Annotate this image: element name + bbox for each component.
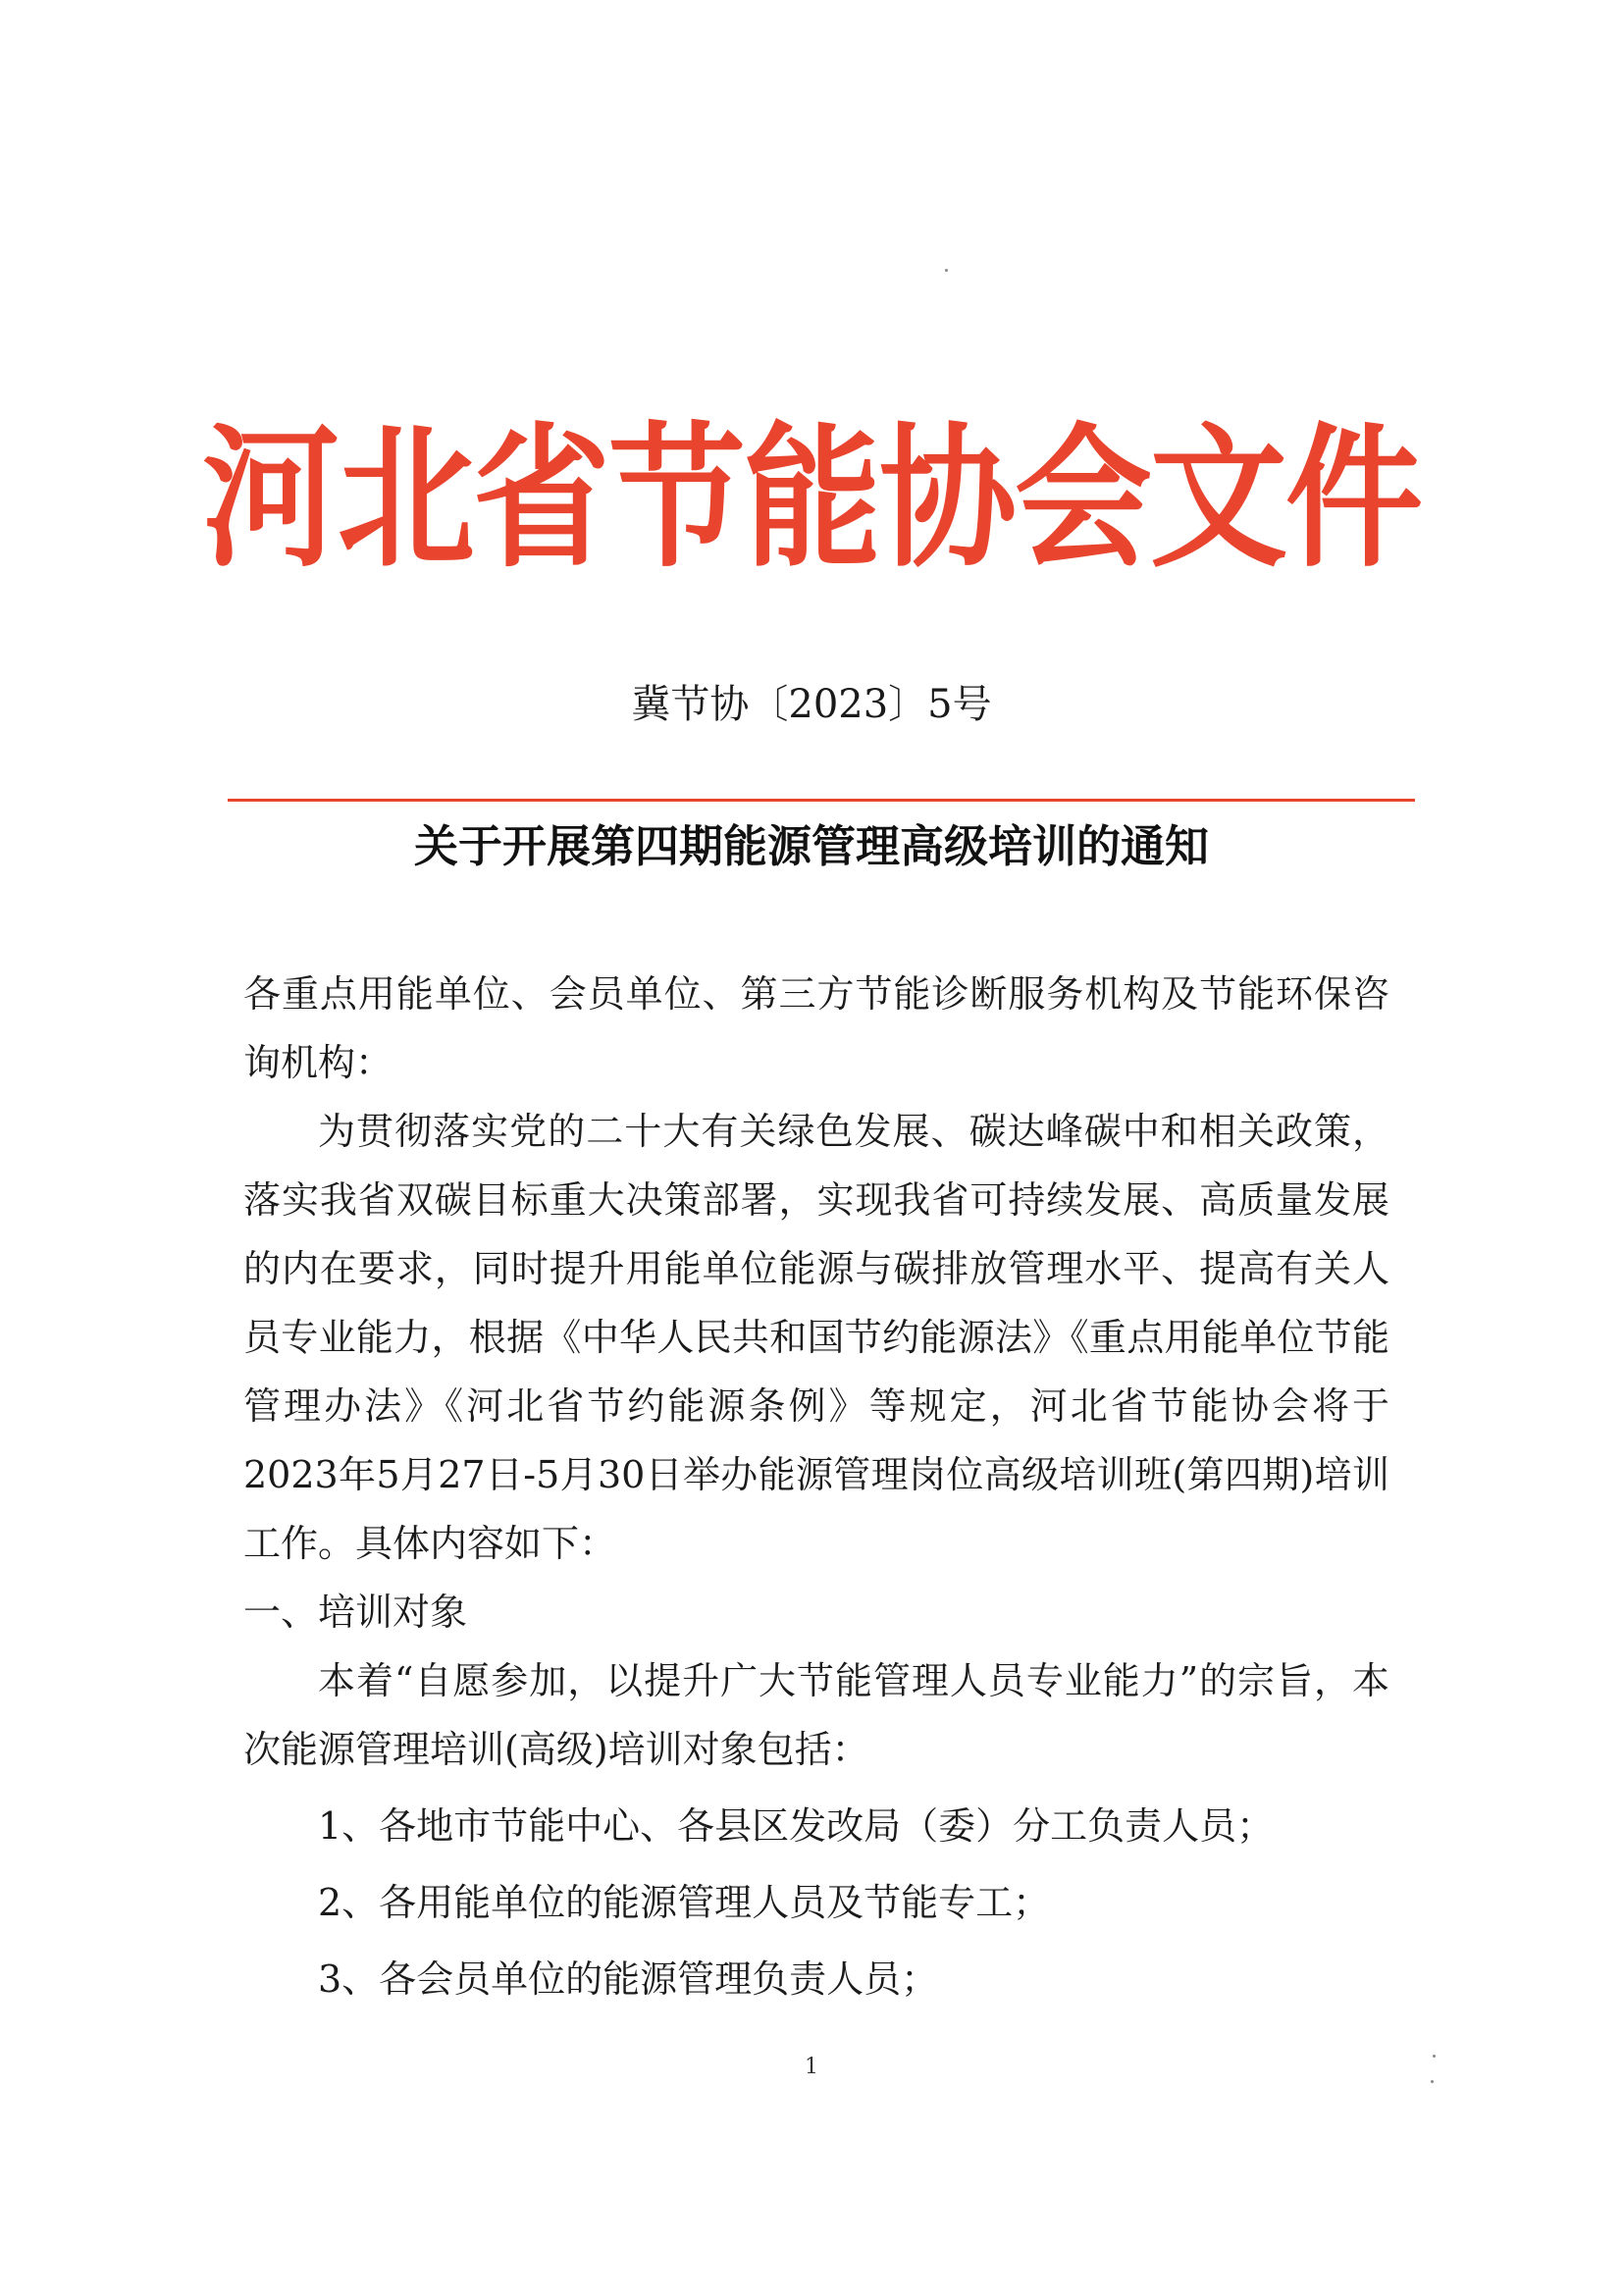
- section-intro: 本着“自愿参加，以提升广大节能管理人员专业能力”的宗旨，本次能源管理培训(高级)培训对象包括：: [243, 1659, 1389, 1771]
- list-item: 2、各用能单位的能源管理人员及节能专工；: [318, 1881, 1051, 1924]
- scan-speck: [1431, 2080, 1434, 2083]
- paragraph-intro: 为贯彻落实党的二十大有关绿色发展、碳达峰碳中和相关政策，落实我省双碳目标重大决策部署，实现我省可持续发展、高质量发展的内在要求，同时提升用能单位能源与碳排放管理水平、提高有关人员专业能力，根据《中华人民共和国节约能源法》《重点用能单位节能管理办法》《河北省节约能源条例》等规定，河北省节能协会将于2023年5月27日-5月30日举办能源管理岗位高级培训班(第四期)培训工作。具体内容如下：: [243, 1110, 1389, 1565]
- document-number: 冀节协〔2023〕5号: [631, 682, 992, 727]
- notice-body: [243, 960, 1389, 2013]
- scan-speck: [945, 269, 948, 272]
- list-item: 3、各会员单位的能源管理负责人员；: [318, 1957, 939, 2001]
- notice-title: 关于开展第四期能源管理高级培训的通知: [413, 820, 1209, 872]
- salutation: 各重点用能单位、会员单位、第三方节能诊断服务机构及节能环保咨询机构：: [243, 972, 1389, 1084]
- red-divider-line: [228, 799, 1415, 802]
- section-heading: 一、培训对象: [243, 1591, 468, 1634]
- list-item: 1、各地市节能中心、各县区发改局（委）分工负责人员；: [318, 1804, 1275, 1848]
- scan-speck: [1433, 2055, 1436, 2058]
- org-document-title: 河北省节能协会文件: [201, 409, 1421, 590]
- page-number: 1: [805, 2055, 818, 2079]
